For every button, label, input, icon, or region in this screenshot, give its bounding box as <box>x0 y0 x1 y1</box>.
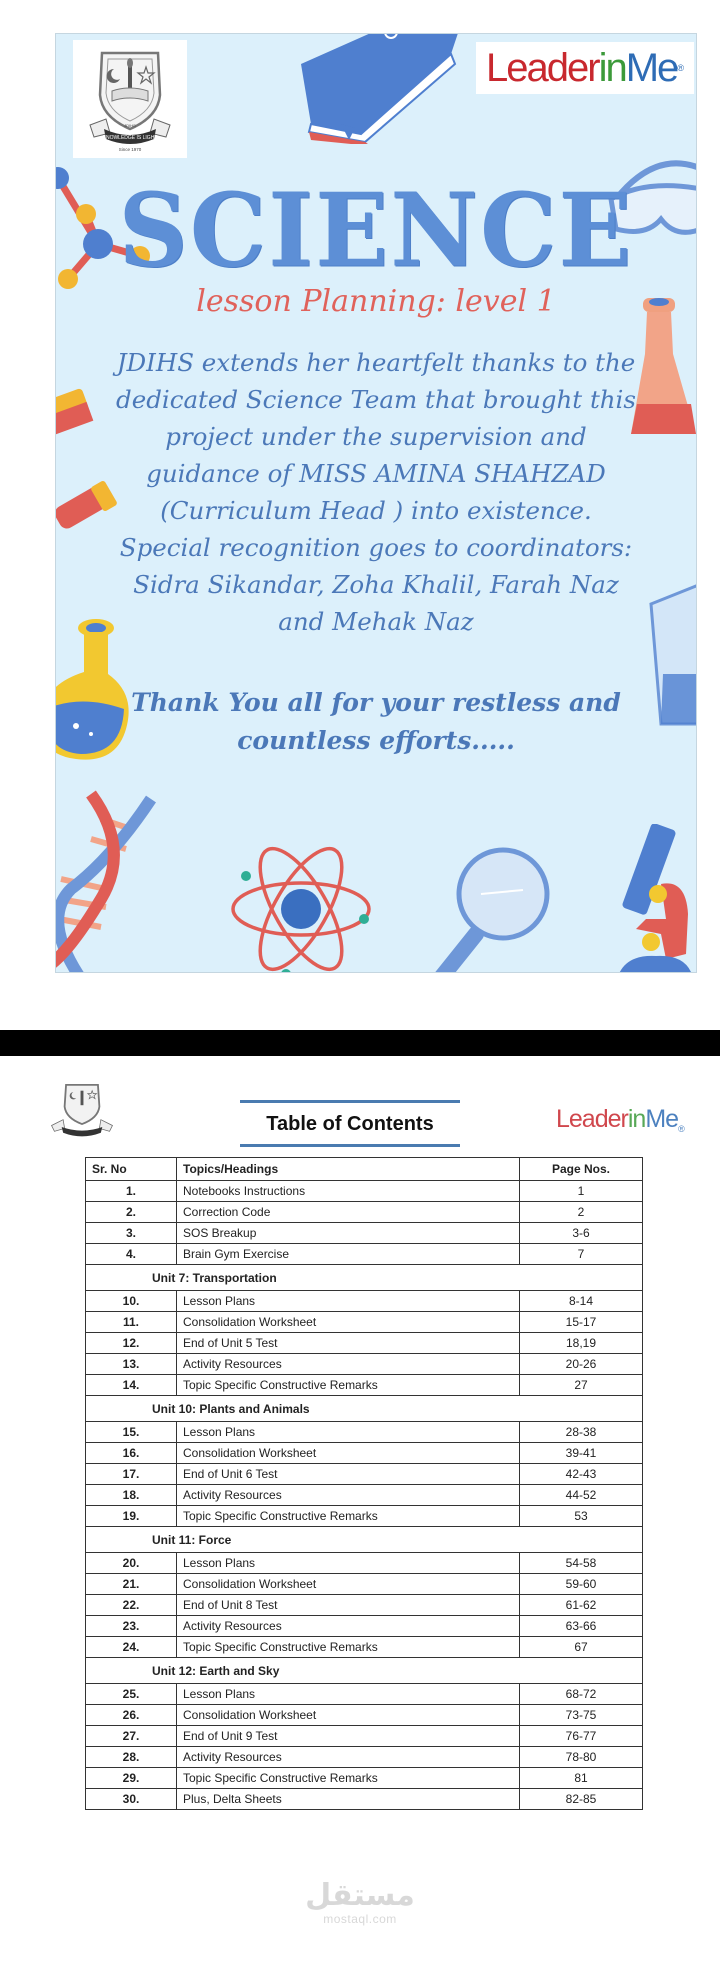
registered-mark: ® <box>678 1124 685 1134</box>
cell-page-nos: 28-38 <box>520 1422 643 1443</box>
ack-line: JDIHS extends her heartfelt thanks to the <box>116 348 636 377</box>
cell-sr-no: 20. <box>86 1553 177 1574</box>
poster-subtitle: lesson Planning: level 1 <box>196 284 556 319</box>
leader-in-me-logo <box>476 42 694 94</box>
cell-sr-no: 30. <box>86 1789 177 1810</box>
table-row <box>86 1616 643 1637</box>
cell-page-nos: 18,19 <box>520 1333 643 1354</box>
cell-topic: Lesson Plans <box>177 1553 520 1574</box>
cell-page-nos: 44-52 <box>520 1485 643 1506</box>
science-cover-page <box>55 33 697 973</box>
acknowledgement-text <box>116 344 636 640</box>
table-row <box>86 1333 643 1354</box>
unit-heading: Unit 10: Plants and Animals <box>86 1396 643 1422</box>
cell-sr-no: 19. <box>86 1506 177 1527</box>
table-row <box>86 1485 643 1506</box>
cell-topic: Activity Resources <box>177 1747 520 1768</box>
cell-sr-no: 14. <box>86 1375 177 1396</box>
header-topics: Topics/Headings <box>177 1158 520 1181</box>
cell-sr-no: 15. <box>86 1422 177 1443</box>
poster-title: SCIENCE <box>118 171 634 290</box>
cell-topic: Brain Gym Exercise <box>177 1244 520 1265</box>
cell-page-nos: 59-60 <box>520 1574 643 1595</box>
cell-page-nos: 7 <box>520 1244 643 1265</box>
mostaql-watermark <box>0 1880 720 1926</box>
cell-sr-no: 21. <box>86 1574 177 1595</box>
header-page-nos: Page Nos. <box>520 1158 643 1181</box>
cell-page-nos: 27 <box>520 1375 643 1396</box>
table-row <box>86 1354 643 1375</box>
heading-rule-bottom <box>240 1144 460 1147</box>
cell-page-nos: 15-17 <box>520 1312 643 1333</box>
table-row <box>86 1595 643 1616</box>
cell-topic: Lesson Plans <box>177 1291 520 1312</box>
cell-page-nos: 67 <box>520 1637 643 1658</box>
atom-icon <box>226 834 376 973</box>
table-row <box>86 1375 643 1396</box>
cell-page-nos: 1 <box>520 1181 643 1202</box>
cell-sr-no: 4. <box>86 1244 177 1265</box>
cell-sr-no: 10. <box>86 1291 177 1312</box>
unit-heading: Unit 7: Transportation <box>86 1265 643 1291</box>
table-row <box>86 1443 643 1464</box>
cell-sr-no: 18. <box>86 1485 177 1506</box>
table-row <box>86 1684 643 1705</box>
cell-topic: Consolidation Worksheet <box>177 1574 520 1595</box>
cell-sr-no: 2. <box>86 1202 177 1223</box>
cell-sr-no: 22. <box>86 1595 177 1616</box>
table-row <box>86 1506 643 1527</box>
cell-topic: Plus, Delta Sheets <box>177 1789 520 1810</box>
cell-page-nos: 68-72 <box>520 1684 643 1705</box>
ack-line: Sidra Sikandar, Zoha Khalil, Farah Naz <box>133 570 619 599</box>
unit-heading-row <box>86 1658 643 1684</box>
table-row <box>86 1244 643 1265</box>
toc-body <box>86 1181 643 1810</box>
watermark-arabic: مستقل <box>305 1878 415 1913</box>
cell-topic: Consolidation Worksheet <box>177 1705 520 1726</box>
cell-page-nos: 2 <box>520 1202 643 1223</box>
ack-line: Special recognition goes to coordinators: <box>119 533 633 562</box>
svg-text:JDIHS: JDIHS <box>124 123 136 128</box>
cell-sr-no: 12. <box>86 1333 177 1354</box>
unit-heading-row <box>86 1265 643 1291</box>
school-crest-icon <box>82 45 178 153</box>
cell-page-nos: 53 <box>520 1506 643 1527</box>
cell-topic: Topic Specific Constructive Remarks <box>177 1637 520 1658</box>
cell-topic: Correction Code <box>177 1202 520 1223</box>
cell-topic: Activity Resources <box>177 1485 520 1506</box>
cell-sr-no: 23. <box>86 1616 177 1637</box>
cell-sr-no: 17. <box>86 1464 177 1485</box>
cell-sr-no: 3. <box>86 1223 177 1244</box>
cell-page-nos: 20-26 <box>520 1354 643 1375</box>
toc-heading <box>240 1100 460 1147</box>
table-header-row <box>86 1158 643 1181</box>
leader-in-me-logo <box>556 1105 685 1134</box>
cell-page-nos: 73-75 <box>520 1705 643 1726</box>
table-row <box>86 1553 643 1574</box>
cell-page-nos: 42-43 <box>520 1464 643 1485</box>
header-sr-no: Sr. No <box>86 1158 177 1181</box>
cell-topic: Topic Specific Constructive Remarks <box>177 1768 520 1789</box>
table-row <box>86 1422 643 1443</box>
cell-sr-no: 28. <box>86 1747 177 1768</box>
cell-page-nos: 3-6 <box>520 1223 643 1244</box>
cell-topic: End of Unit 6 Test <box>177 1464 520 1485</box>
school-logo <box>73 40 187 158</box>
cell-page-nos: 61-62 <box>520 1595 643 1616</box>
table-row <box>86 1768 643 1789</box>
cell-sr-no: 24. <box>86 1637 177 1658</box>
cell-topic: End of Unit 8 Test <box>177 1595 520 1616</box>
toc-title: Table of Contents <box>266 1113 434 1135</box>
logo-in-text: in <box>598 45 626 90</box>
table-row <box>86 1464 643 1485</box>
cell-topic: Consolidation Worksheet <box>177 1312 520 1333</box>
cell-page-nos: 82-85 <box>520 1789 643 1810</box>
cell-topic: Activity Resources <box>177 1616 520 1637</box>
cell-sr-no: 26. <box>86 1705 177 1726</box>
logo-me-text: Me <box>625 45 678 90</box>
thanks-line: Thank You all for your restless and <box>131 688 621 717</box>
dna-icon <box>55 789 161 973</box>
table-of-contents <box>85 1157 643 1810</box>
cell-sr-no: 13. <box>86 1354 177 1375</box>
table-row <box>86 1637 643 1658</box>
table-row <box>86 1747 643 1768</box>
cell-topic: Lesson Plans <box>177 1684 520 1705</box>
thanks-line: countless efforts..... <box>237 726 515 755</box>
registered-mark: ® <box>677 63 684 73</box>
cell-sr-no: 29. <box>86 1768 177 1789</box>
cell-sr-no: 25. <box>86 1684 177 1705</box>
cell-sr-no: 27. <box>86 1726 177 1747</box>
table-row <box>86 1202 643 1223</box>
microscope-icon <box>606 824 696 973</box>
book-icon <box>271 33 471 144</box>
unit-heading-row <box>86 1527 643 1553</box>
watermark-latin: mostaql.com <box>323 1912 397 1926</box>
ack-line: (Curriculum Head ) into existence. <box>160 496 592 525</box>
cell-sr-no: 1. <box>86 1181 177 1202</box>
svg-text:KNOWLEDGE IS LIGHT: KNOWLEDGE IS LIGHT <box>102 135 158 141</box>
cell-page-nos: 76-77 <box>520 1726 643 1747</box>
table-row <box>86 1223 643 1244</box>
cell-sr-no: 16. <box>86 1443 177 1464</box>
cell-topic: Activity Resources <box>177 1354 520 1375</box>
ack-line: guidance of MISS AMINA SHAHZAD <box>146 459 606 488</box>
cell-topic: Consolidation Worksheet <box>177 1443 520 1464</box>
beaker-icon <box>641 584 697 734</box>
unit-heading: Unit 12: Earth and Sky <box>86 1658 643 1684</box>
unit-heading-row <box>86 1396 643 1422</box>
table-row <box>86 1726 643 1747</box>
svg-text:Since 1970: Since 1970 <box>118 147 142 152</box>
table-row <box>86 1574 643 1595</box>
cell-page-nos: 63-66 <box>520 1616 643 1637</box>
cell-page-nos: 78-80 <box>520 1747 643 1768</box>
cell-topic: Topic Specific Constructive Remarks <box>177 1506 520 1527</box>
cell-page-nos: 81 <box>520 1768 643 1789</box>
cell-topic: End of Unit 5 Test <box>177 1333 520 1354</box>
ack-line: project under the supervision and <box>165 422 587 451</box>
cell-topic: Lesson Plans <box>177 1422 520 1443</box>
page-separator <box>0 1030 720 1056</box>
cell-sr-no: 11. <box>86 1312 177 1333</box>
ack-line: dedicated Science Team that brought this <box>116 385 636 414</box>
table-row <box>86 1181 643 1202</box>
logo-leader-text: Leader <box>486 45 599 90</box>
table-row <box>86 1312 643 1333</box>
logo-me-text: Me <box>645 1105 679 1133</box>
cell-topic: Topic Specific Constructive Remarks <box>177 1375 520 1396</box>
cell-page-nos: 39-41 <box>520 1443 643 1464</box>
cell-topic: Notebooks Instructions <box>177 1181 520 1202</box>
cell-page-nos: 54-58 <box>520 1553 643 1574</box>
table-row <box>86 1789 643 1810</box>
logo-leader-text: Leader <box>556 1105 628 1133</box>
logo-in-text: in <box>627 1105 646 1133</box>
table-row <box>86 1291 643 1312</box>
ack-line: and Mehak Naz <box>278 607 474 636</box>
cell-topic: SOS Breakup <box>177 1223 520 1244</box>
cell-page-nos: 8-14 <box>520 1291 643 1312</box>
thanks-message <box>116 684 636 760</box>
cell-topic: End of Unit 9 Test <box>177 1726 520 1747</box>
school-crest-icon <box>47 1082 117 1140</box>
unit-heading: Unit 11: Force <box>86 1527 643 1553</box>
magnifier-icon <box>431 844 551 973</box>
table-row <box>86 1705 643 1726</box>
